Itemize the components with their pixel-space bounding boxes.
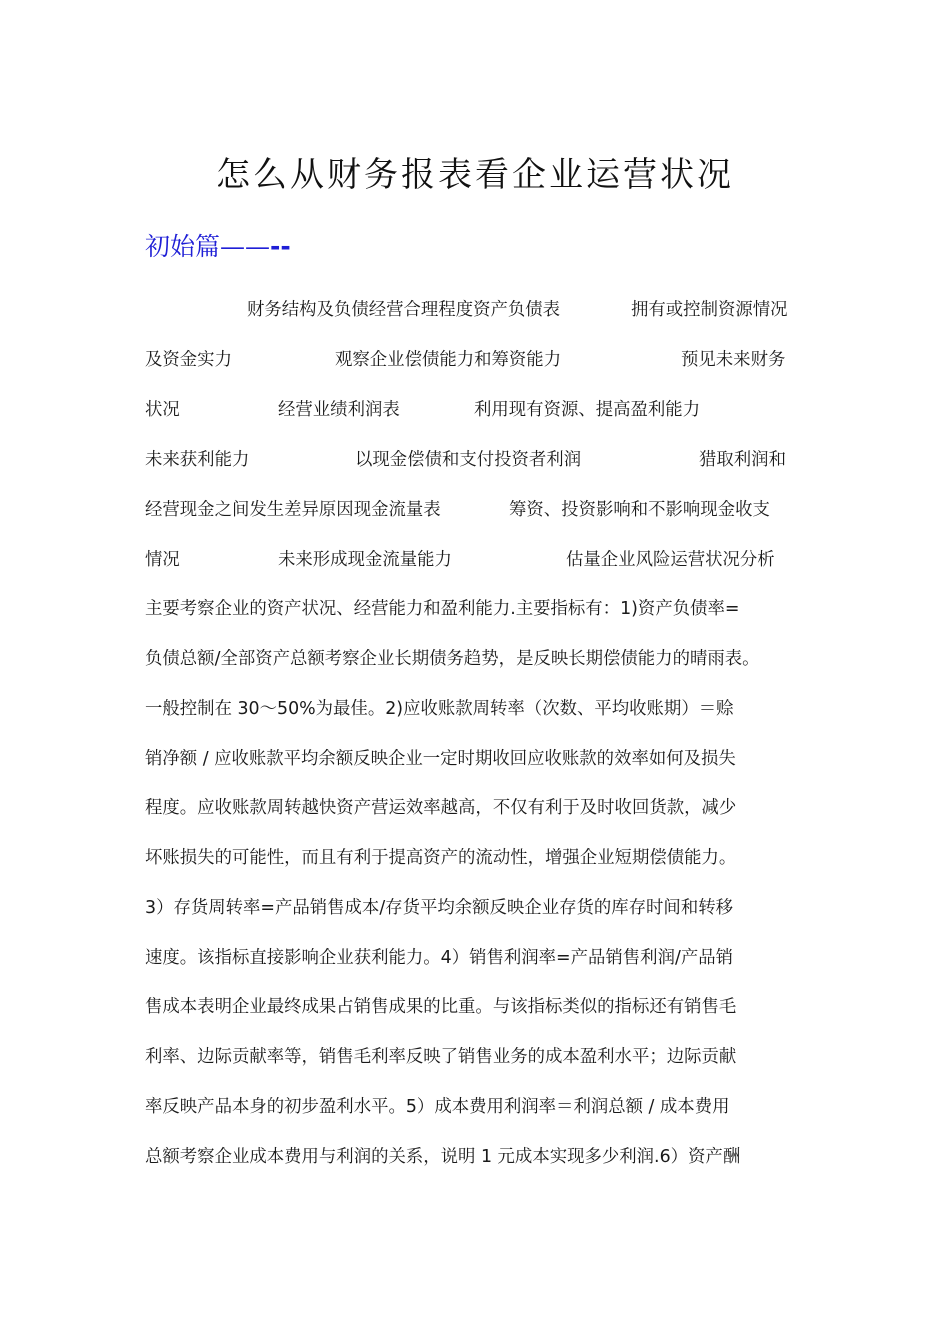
table-cell: 情况 xyxy=(145,550,180,570)
table-cell: 观察企业偿债能力和筹资能力 xyxy=(335,350,562,370)
table-cell: 估量企业风险运营状况分析 xyxy=(566,550,775,570)
body-text: 3）存货周转率=产品销售成本/存货平均余额反映企业存货的库存时间和转移 xyxy=(145,898,733,918)
table-cell: 利用现有资源、提高盈利能力 xyxy=(474,400,701,420)
table-cell: 预见未来财务 xyxy=(681,350,786,370)
table-cell: 未来获利能力 xyxy=(145,450,250,470)
table-cell: 状况 xyxy=(145,400,180,420)
section-heading-text: 初始篇—— xyxy=(145,232,271,261)
body-text: 率反映产品本身的初步盈利水平。5）成本费用利润率＝利润总额 / 成本费用 xyxy=(145,1097,730,1117)
section-heading xyxy=(145,226,291,268)
body-text: 坏账损失的可能性，而且有利于提高资产的流动性，增强企业短期偿债能力。 xyxy=(145,848,737,868)
table-cell: 及资金实力 xyxy=(145,350,232,370)
body-text: 售成本表明企业最终成果占销售成果的比重。与该指标类似的指标还有销售毛 xyxy=(145,997,737,1017)
body-text: 速度。该指标直接影响企业获利能力。4）销售利润率=产品销售利润/产品销 xyxy=(145,948,733,968)
table-cell: 经营现金之间发生差异原因现金流量表 xyxy=(145,500,441,520)
table-cell: 拥有或控制资源情况 xyxy=(631,300,788,320)
body-text: 利率、边际贡献率等，销售毛利率反映了销售业务的成本盈利水平；边际贡献 xyxy=(145,1047,737,1067)
table-cell: 未来形成现金流量能力 xyxy=(278,550,452,570)
body-text: 一般控制在 30～50%为最佳。2)应收账款周转率（次数、平均收账期）＝赊 xyxy=(145,699,734,719)
body-text: 程度。应收账款周转越快资产营运效率越高，不仅有利于及时收回货款，减少 xyxy=(145,798,737,818)
section-heading-suffix: -- xyxy=(270,232,291,261)
body-text: 总额考察企业成本费用与利润的关系，说明 1 元成本实现多少利润.6）资产酬 xyxy=(145,1147,741,1167)
body-text: 主要考察企业的资产状况、经营能力和盈利能力.主要指标有：1)资产负债率= xyxy=(145,599,740,619)
body-text: 销净额 / 应收账款平均余额反映企业一定时期收回应收账款的效率如何及损失 xyxy=(145,749,736,769)
table-cell: 以现金偿债和支付投资者利润 xyxy=(355,450,582,470)
table-cell: 财务结构及负债经营合理程度资产负债表 xyxy=(247,300,561,320)
table-cell: 猎取利润和 xyxy=(699,450,786,470)
table-cell: 经营业绩利润表 xyxy=(278,400,400,420)
document-title: 怎么从财务报表看企业运营状况 xyxy=(216,155,734,195)
body-text: 负债总额/全部资产总额考察企业长期债务趋势，是反映长期偿债能力的晴雨表。 xyxy=(145,649,760,669)
table-cell: 筹资、投资影响和不影响现金收支 xyxy=(509,500,770,520)
